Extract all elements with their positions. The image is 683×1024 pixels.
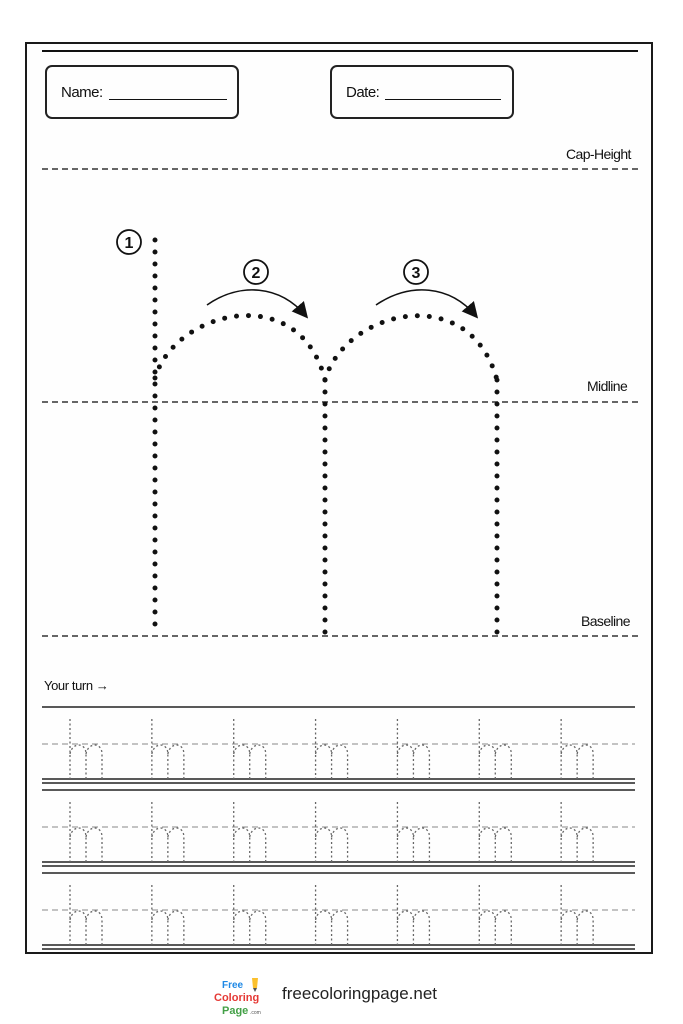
- practice-letter-m: [70, 802, 102, 862]
- name-label: Name:: [61, 83, 103, 101]
- step-3-number: 3: [411, 265, 421, 282]
- practice-letter-m: [70, 885, 102, 945]
- practice-letter-m: [152, 719, 184, 779]
- footer-url[interactable]: freecoloringpage.net: [282, 984, 438, 1003]
- practice-letter-m: [561, 802, 593, 862]
- practice-letter-m: [234, 719, 266, 779]
- practice-letter-m: [397, 885, 429, 945]
- practice-letter-m: [316, 802, 348, 862]
- practice-letter-m: [397, 802, 429, 862]
- dotted-letter-m: [155, 240, 497, 636]
- footer: [0, 968, 683, 1024]
- svg-text:.com: .com: [250, 1010, 261, 1016]
- baseline-label: Baseline: [581, 613, 630, 629]
- practice-letter-m: [479, 719, 511, 779]
- practice-rows: [42, 707, 635, 949]
- step-3-marker: [404, 260, 428, 284]
- date-label: Date:: [346, 83, 380, 101]
- practice-letter-m: [561, 885, 593, 945]
- svg-text:Page: Page: [222, 1005, 249, 1017]
- step-2-marker: [244, 260, 268, 284]
- practice-letter-m: [316, 719, 348, 779]
- your-turn-label: Your turn →: [44, 678, 109, 693]
- svg-text:Free: Free: [222, 980, 244, 991]
- practice-letter-m: [234, 885, 266, 945]
- step-2-arrow: [207, 290, 306, 316]
- practice-letter-m: [479, 885, 511, 945]
- practice-letter-m: [234, 802, 266, 862]
- step-3-arrow: [376, 290, 476, 316]
- practice-letter-m: [70, 719, 102, 779]
- svg-text:Coloring: Coloring: [214, 992, 260, 1004]
- practice-letter-m: [152, 885, 184, 945]
- step-1-number: 1: [124, 235, 134, 252]
- step-1-marker: [117, 230, 141, 254]
- practice-letter-m: [397, 719, 429, 779]
- step-2-number: 2: [251, 265, 261, 282]
- practice-letter-m: [561, 719, 593, 779]
- midline-label: Midline: [587, 378, 628, 394]
- practice-letter-m: [479, 802, 511, 862]
- site-logo: [208, 974, 268, 1020]
- cap-height-label: Cap-Height: [566, 146, 631, 162]
- practice-letter-m: [152, 802, 184, 862]
- practice-letter-m: [316, 885, 348, 945]
